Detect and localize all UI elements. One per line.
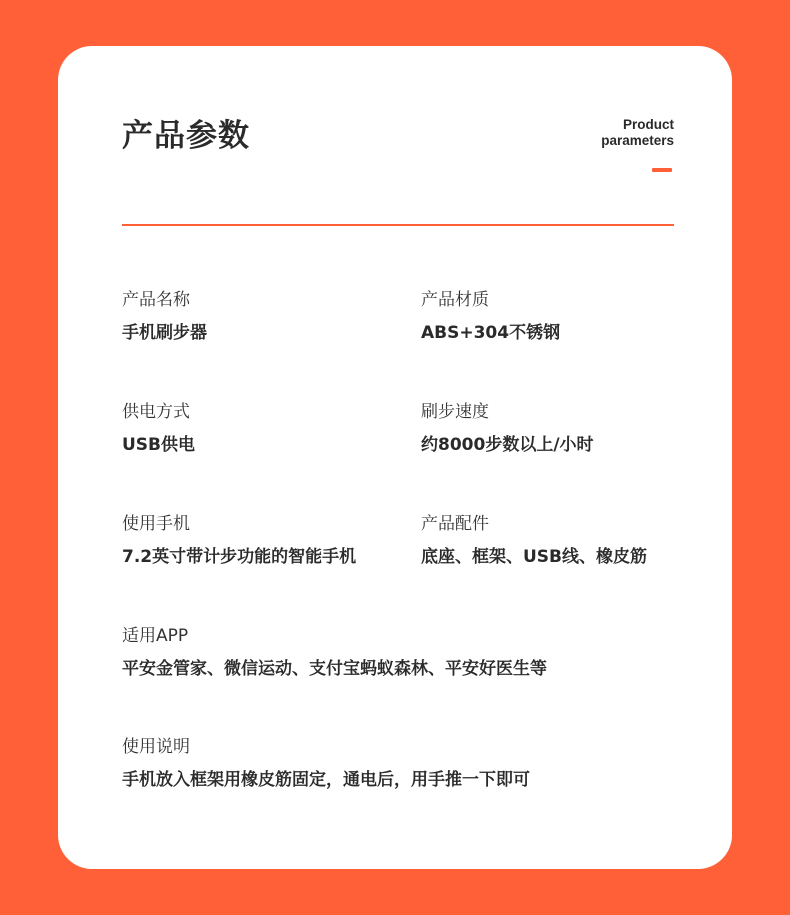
param-product-material xyxy=(421,289,560,344)
parameters-card xyxy=(58,46,732,869)
param-value: USB供电 xyxy=(122,435,196,455)
param-power-supply xyxy=(122,401,195,456)
param-label: 刷步速度 xyxy=(421,402,489,422)
page-subtitle xyxy=(601,117,674,149)
param-label: 供电方式 xyxy=(122,402,190,422)
subtitle-line-1: Product xyxy=(622,117,674,132)
param-value: 7.2英寸带计步功能的智能手机 xyxy=(122,547,357,567)
param-label: 使用说明 xyxy=(122,737,190,757)
param-value: 手机刷步器 xyxy=(122,323,207,343)
param-label: 适用APP xyxy=(122,626,189,646)
param-label: 产品名称 xyxy=(122,290,190,310)
param-compatible-phone xyxy=(122,513,356,568)
param-compatible-apps xyxy=(122,625,547,680)
param-value: ABS+304不锈钢 xyxy=(421,323,561,343)
accent-dash xyxy=(652,168,672,172)
param-value: 约8000步数以上/小时 xyxy=(421,435,594,455)
param-product-name xyxy=(122,289,207,344)
header-divider xyxy=(122,224,674,226)
param-value: 底座、框架、USB线、橡皮筋 xyxy=(421,547,648,567)
param-usage-instructions xyxy=(122,736,530,791)
param-label: 产品材质 xyxy=(421,290,489,310)
param-step-speed xyxy=(421,401,594,456)
param-value: 手机放入框架用橡皮筋固定，通电后，用手推一下即可 xyxy=(122,770,530,790)
page-title: 产品参数 xyxy=(122,118,250,154)
param-label: 产品配件 xyxy=(421,514,489,534)
subtitle-line-2: parameters xyxy=(601,133,674,148)
param-value: 平安金管家、微信运动、支付宝蚂蚁森林、平安好医生等 xyxy=(122,659,547,679)
param-accessories xyxy=(421,513,647,568)
param-label: 使用手机 xyxy=(122,514,190,534)
